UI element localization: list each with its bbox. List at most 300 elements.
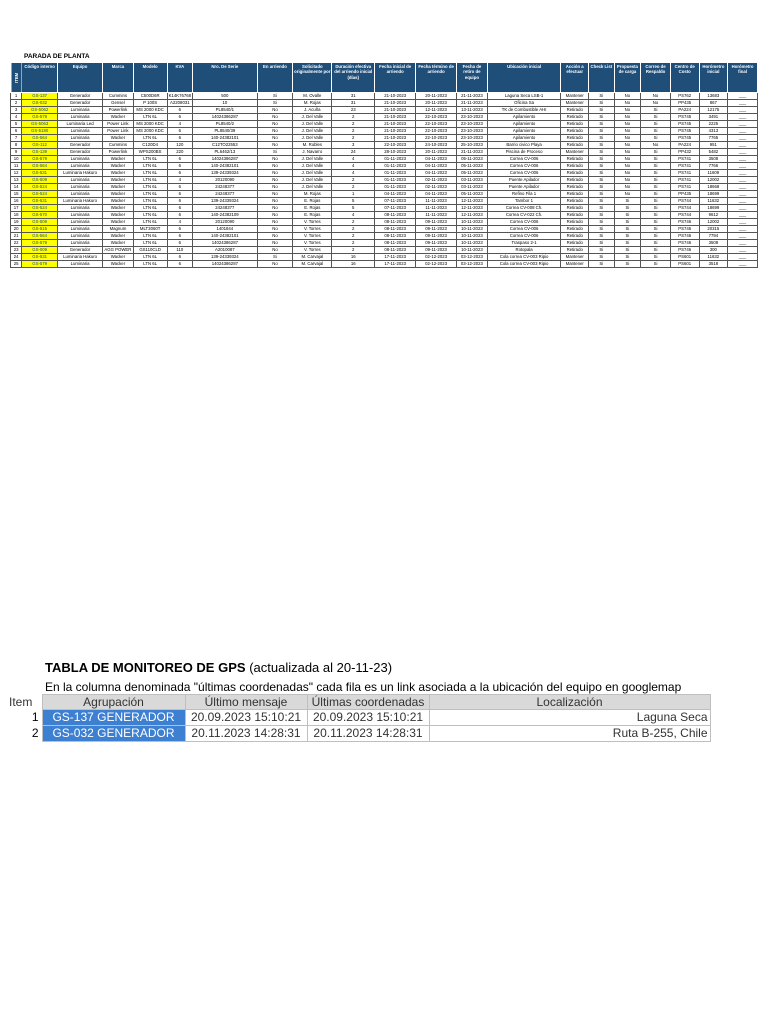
- table-cell: Si: [614, 240, 641, 247]
- table-cell: A2010087: [193, 247, 257, 254]
- gps-subtitle: En la columna denominada "últimas coordenadas" cada fila es un link asociada a la ubicación del equipo en googlemap: [45, 680, 682, 694]
- table-row: [11, 240, 758, 247]
- table-cell: 23-10-2023: [457, 135, 488, 142]
- table-cell: V. Torres: [293, 226, 332, 233]
- table-cell: M. Ovalle: [293, 93, 332, 100]
- table-cell: 21-10-2023: [375, 93, 416, 100]
- gps-header-cell: Últimas coordenadas: [307, 695, 429, 710]
- parada-body: [11, 93, 758, 268]
- table-cell: 3508: [699, 156, 728, 163]
- table-cell: 20120090: [193, 177, 257, 184]
- table-cell: Piscina de Proceso: [487, 149, 561, 156]
- table-cell: Retirado: [561, 142, 589, 149]
- table-cell: PS762: [670, 93, 699, 100]
- table-cell: 18699: [699, 205, 728, 212]
- table-cell: Retirado: [561, 226, 589, 233]
- table-cell: Retirado: [561, 240, 589, 247]
- table-cell: 23: [11, 247, 22, 254]
- table-cell: 6: [167, 114, 193, 121]
- equipment-code-cell: GS-570: [22, 212, 58, 219]
- table-cell: 16: [332, 261, 375, 268]
- equipment-code-cell: GS-509: [22, 219, 58, 226]
- table-cell: ___: [728, 212, 758, 219]
- table-cell: 19: [11, 219, 22, 226]
- table-cell: No: [257, 177, 293, 184]
- table-cell: PA224: [670, 142, 699, 149]
- table-cell: 23-10-2023: [457, 114, 488, 121]
- table-cell: 2: [332, 233, 375, 240]
- table-cell: ___: [728, 114, 758, 121]
- table-cell: PS744: [670, 198, 699, 205]
- table-cell: No: [257, 135, 293, 142]
- table-cell: Si: [589, 149, 615, 156]
- parada-title: PARADA DE PLANTA: [24, 53, 90, 60]
- table-cell: Barrio civico Playa: [487, 142, 561, 149]
- table-cell: LTN 6L: [133, 205, 167, 212]
- table-cell: Si: [641, 212, 671, 219]
- table-cell: M. Robles: [293, 142, 332, 149]
- gps-table: [9, 694, 711, 742]
- table-cell: Si: [589, 135, 615, 142]
- parada-header-cell: Solicitado originalmente por: [293, 63, 332, 93]
- table-cell: PL8540/2: [193, 121, 257, 128]
- table-cell: ___: [728, 191, 758, 198]
- table-cell: J. Del Valle: [293, 135, 332, 142]
- table-cell: 1401844: [193, 226, 257, 233]
- table-cell: Magnum: [103, 226, 134, 233]
- table-cell: 500: [193, 93, 257, 100]
- table-cell: 6: [167, 184, 193, 191]
- parada-header-cell: Horómetro inicial: [699, 63, 728, 93]
- table-cell: 24248377: [193, 184, 257, 191]
- table-cell: Si: [641, 233, 671, 240]
- table-cell: 10: [11, 156, 22, 163]
- table-cell: 7766: [699, 163, 728, 170]
- table-cell: 11-11-2023: [416, 212, 457, 219]
- table-cell: Luminaria: [58, 226, 103, 233]
- table-cell: Si: [589, 212, 615, 219]
- table-cell: Wacker: [103, 114, 134, 121]
- table-row: [9, 710, 710, 726]
- table-cell: Luminaria Hakuro: [58, 254, 103, 261]
- table-cell: 6: [167, 240, 193, 247]
- table-cell: Si: [589, 177, 615, 184]
- table-cell: 14024386287: [193, 156, 257, 163]
- table-cell: Traspaso 2-1: [487, 240, 561, 247]
- table-cell: 2: [332, 219, 375, 226]
- table-cell: No: [257, 184, 293, 191]
- table-cell: 4: [332, 156, 375, 163]
- table-cell: Oficina Sa: [487, 100, 561, 107]
- table-cell: E. Rojas: [293, 212, 332, 219]
- table-cell: Si: [589, 254, 615, 261]
- table-cell: 01-11-2023: [375, 163, 416, 170]
- table-cell: 951: [699, 142, 728, 149]
- table-cell: 2: [332, 128, 375, 135]
- table-cell: TK de Combustible AHI: [487, 107, 561, 114]
- table-cell: Gensel: [103, 100, 134, 107]
- table-cell: Si: [589, 233, 615, 240]
- table-cell: 20-11-2023: [416, 149, 457, 156]
- table-cell: Si: [641, 135, 671, 142]
- table-cell: E. Rojas: [293, 198, 332, 205]
- table-cell: 02-12-2023: [416, 254, 457, 261]
- gps-header-cell: Localización: [429, 695, 710, 710]
- table-cell: Si: [641, 247, 671, 254]
- table-cell: 9612: [699, 212, 728, 219]
- table-cell: 24: [11, 254, 22, 261]
- table-cell: MS 2000 KDC: [133, 107, 167, 114]
- table-row: [11, 233, 758, 240]
- table-cell: 3508: [699, 240, 728, 247]
- table-cell: Generador: [58, 93, 103, 100]
- table-cell: 10-11-2023: [457, 247, 488, 254]
- table-cell: Si: [589, 191, 615, 198]
- table-cell: Luminaria: [58, 191, 103, 198]
- table-cell: Retirado: [561, 156, 589, 163]
- table-cell: LTN 6L: [133, 198, 167, 205]
- table-cell: LTN 6L: [133, 219, 167, 226]
- table-cell: Si: [641, 205, 671, 212]
- table-cell: Si: [589, 163, 615, 170]
- equipment-code-cell: GS-579: [22, 156, 58, 163]
- table-cell: 22: [11, 240, 22, 247]
- table-cell: 24: [332, 149, 375, 156]
- table-cell: 03-12-2023: [457, 261, 488, 268]
- table-cell: 12002: [699, 219, 728, 226]
- parada-header-cell: Fecha inicial de arriendo: [375, 63, 416, 93]
- equipment-code-cell: GS-524: [22, 191, 58, 198]
- table-cell: 1: [11, 93, 22, 100]
- gps-location-cell: Ruta B-255, Chile: [429, 726, 710, 742]
- table-cell: 20120090: [193, 219, 257, 226]
- table-cell: 25: [11, 261, 22, 268]
- table-cell: Powerlink: [103, 149, 134, 156]
- table-cell: PL8540/1: [193, 107, 257, 114]
- table-cell: 04-11-2023: [416, 170, 457, 177]
- table-cell: 04-11-2023: [375, 191, 416, 198]
- table-cell: 24248377: [193, 205, 257, 212]
- table-cell: MLT3060T: [133, 226, 167, 233]
- table-cell: J. Del Valle: [293, 170, 332, 177]
- gps-header-cell: Agrupación: [42, 695, 185, 710]
- equipment-code-cell: GS-5180: [22, 128, 58, 135]
- table-cell: Luminaria: [58, 114, 103, 121]
- table-cell: No: [257, 107, 293, 114]
- parada-header-cell: Fecha término de arriendo: [416, 63, 457, 93]
- table-cell: 6: [167, 254, 193, 261]
- table-cell: ___: [728, 142, 758, 149]
- table-cell: Si: [589, 170, 615, 177]
- table-cell: 140-24382109: [193, 212, 257, 219]
- gps-group-cell: GS-032 GENERADOR: [42, 726, 185, 742]
- table-cell: Luminaria: [58, 135, 103, 142]
- table-cell: 110: [167, 247, 193, 254]
- table-cell: 09-11-2023: [416, 247, 457, 254]
- table-cell: No: [614, 114, 641, 121]
- table-row: [11, 135, 758, 142]
- table-cell: No: [614, 107, 641, 114]
- table-cell: 21-10-2023: [375, 135, 416, 142]
- table-cell: PA224: [670, 107, 699, 114]
- table-cell: 11-11-2023: [416, 198, 457, 205]
- table-cell: 10-11-2023: [457, 219, 488, 226]
- table-cell: Si: [641, 240, 671, 247]
- table-cell: 12: [11, 170, 22, 177]
- equipment-code-cell: GS-564: [22, 163, 58, 170]
- gps-last-coordinates-link[interactable]: 20.09.2023 15:10:21: [307, 710, 429, 726]
- table-cell: Correa CV-006: [487, 233, 561, 240]
- table-cell: Si: [614, 261, 641, 268]
- table-cell: J. Del Valle: [293, 114, 332, 121]
- table-cell: AGG POWER: [104, 247, 132, 252]
- table-cell: Apilamiento: [487, 135, 561, 142]
- table-cell: Si: [641, 107, 671, 114]
- table-cell: PS601: [670, 254, 699, 261]
- table-cell: No: [614, 121, 641, 128]
- table-row: [11, 247, 758, 254]
- table-cell: 120: [167, 142, 193, 149]
- table-cell: 3: [11, 107, 22, 114]
- table-cell: Wacker: [103, 198, 134, 205]
- table-cell: 15: [11, 191, 22, 198]
- table-cell: Puente Apilador: [487, 177, 561, 184]
- equipment-code-cell: GS-009: [22, 247, 58, 254]
- table-cell: Generador: [58, 149, 103, 156]
- table-cell: 2: [332, 121, 375, 128]
- table-cell: Generador: [58, 142, 103, 149]
- table-cell: 01-11-2023: [375, 156, 416, 163]
- table-cell: Luminaria: [58, 233, 103, 240]
- table-cell: No: [641, 100, 671, 107]
- table-row: [11, 226, 758, 233]
- equipment-code-cell: GS-564: [22, 135, 58, 142]
- table-cell: 08-11-2023: [375, 247, 416, 254]
- equipment-code-cell: GS-524: [22, 184, 58, 191]
- table-cell: PS746: [670, 226, 699, 233]
- table-cell: Apilamiento: [487, 121, 561, 128]
- table-cell: 6: [167, 261, 193, 268]
- table-cell: Mantener: [561, 149, 589, 156]
- table-cell: No: [257, 247, 293, 254]
- table-cell: 21-10-2023: [375, 128, 416, 135]
- table-cell: J. Del Valle: [293, 156, 332, 163]
- table-cell: Correa CV-008 Ch.: [487, 205, 561, 212]
- table-cell: Correa CV-006: [487, 219, 561, 226]
- table-cell: No: [257, 121, 293, 128]
- equipment-code-cell: GS-5063: [22, 121, 58, 128]
- equipment-code-cell: GS-531: [22, 198, 58, 205]
- table-cell: ___: [728, 233, 758, 240]
- table-row: [11, 121, 758, 128]
- table-cell: 4313: [699, 128, 728, 135]
- table-cell: Retirado: [561, 135, 589, 142]
- table-cell: No: [257, 198, 293, 205]
- table-cell: 14024386287: [193, 240, 257, 247]
- table-cell: Apilamiento: [487, 128, 561, 135]
- table-row: [11, 212, 758, 219]
- table-cell: 6: [167, 212, 193, 219]
- table-cell: 23-10-2023: [457, 128, 488, 135]
- table-cell: 11609: [699, 170, 728, 177]
- table-cell: 22-10-2023: [375, 142, 416, 149]
- table-cell: Wacker: [103, 184, 134, 191]
- parada-header-cell: Marca: [103, 63, 134, 93]
- table-row: [11, 254, 758, 261]
- table-cell: PL8540/39: [193, 128, 257, 135]
- table-cell: 2: [332, 135, 375, 142]
- table-cell: V. Torres: [293, 219, 332, 226]
- table-cell: LTN 6L: [133, 184, 167, 191]
- table-cell: M. Carvajal: [293, 254, 332, 261]
- table-cell: PS745: [670, 121, 699, 128]
- table-cell: V. Torres: [293, 233, 332, 240]
- table-cell: 140-24382101: [193, 135, 257, 142]
- table-cell: ___: [728, 93, 758, 100]
- table-cell: 22-10-2023: [416, 128, 457, 135]
- table-cell: ___: [728, 128, 758, 135]
- table-cell: ___: [728, 121, 758, 128]
- table-cell: Si: [589, 100, 615, 107]
- table-cell: 6: [167, 233, 193, 240]
- table-cell: LTN 6L: [133, 191, 167, 198]
- table-cell: 867: [699, 100, 728, 107]
- gps-location-cell: Laguna Seca: [429, 710, 710, 726]
- table-cell: Si: [641, 177, 671, 184]
- table-cell: K14K76768: [168, 93, 192, 98]
- table-cell: 01-11-2023: [375, 170, 416, 177]
- table-cell: 12-11-2023: [416, 107, 457, 114]
- table-cell: J. Del Valle: [293, 184, 332, 191]
- table-cell: 04-11-2023: [416, 156, 457, 163]
- table-cell: 4: [167, 219, 193, 226]
- table-cell: J. Navarro: [293, 149, 332, 156]
- table-cell: C500D6R: [133, 93, 167, 100]
- table-cell: PS601: [670, 261, 699, 268]
- table-cell: Powerlink: [103, 107, 134, 114]
- table-cell: 5: [11, 121, 22, 128]
- table-cell: Si: [589, 226, 615, 233]
- table-cell: Laguna Seca LSB-1: [487, 93, 561, 100]
- table-cell: PS741: [670, 177, 699, 184]
- table-cell: 18: [11, 212, 22, 219]
- table-cell: 09-11-2023: [416, 233, 457, 240]
- table-cell: 2: [11, 100, 22, 107]
- parada-header-cell: Duración efectiva del arriendo inicial (días): [332, 63, 375, 93]
- table-cell: 08-11-2023: [375, 212, 416, 219]
- equipment-code-cell: GS-579: [22, 114, 58, 121]
- table-cell: Wacker: [103, 233, 134, 240]
- equipment-code-cell: GS-137: [22, 93, 58, 100]
- table-cell: 13: [11, 177, 22, 184]
- table-cell: M. Rojas: [293, 191, 332, 198]
- table-cell: 8: [11, 142, 22, 149]
- table-cell: 09-11-2023: [416, 226, 457, 233]
- table-cell: 5482: [699, 149, 728, 156]
- parada-header-cell: ITEM: [11, 63, 22, 93]
- gps-last-message-cell: 20.09.2023 15:10:21: [185, 710, 307, 726]
- table-cell: Generador: [58, 100, 103, 107]
- table-cell: No: [614, 142, 641, 149]
- table-cell: Luminaria Led: [58, 121, 103, 128]
- parada-header-cell: KVA: [167, 63, 193, 93]
- table-cell: 2225: [699, 121, 728, 128]
- table-cell: A2208031: [167, 100, 193, 107]
- table-cell: 4: [167, 121, 193, 128]
- table-cell: 12175: [699, 107, 728, 114]
- table-cell: 21-10-2023: [375, 100, 416, 107]
- table-row: [11, 100, 758, 107]
- table-cell: No: [257, 219, 293, 226]
- table-cell: No: [257, 170, 293, 177]
- table-cell: 11: [11, 163, 22, 170]
- table-cell: 03-11-2023: [457, 184, 488, 191]
- table-cell: Si: [614, 205, 641, 212]
- parada-table: [10, 62, 758, 268]
- equipment-code-cell: GS-564: [22, 233, 58, 240]
- table-cell: 20-11-2023: [416, 93, 457, 100]
- parada-header-cell: Ubicación inicial: [487, 63, 561, 93]
- table-cell: ___: [728, 163, 758, 170]
- table-cell: Wacker: [103, 240, 134, 247]
- table-cell: 31: [332, 93, 375, 100]
- table-cell: ___: [728, 261, 758, 268]
- table-cell: 10-11-2023: [457, 233, 488, 240]
- table-cell: PS741: [670, 163, 699, 170]
- table-cell: 05-11-2023: [457, 191, 488, 198]
- equipment-code-cell: GS-524: [22, 205, 58, 212]
- table-cell: 139-24339324: [193, 170, 257, 177]
- table-cell: No: [614, 149, 641, 156]
- table-cell: Wacker: [103, 191, 134, 198]
- table-cell: 9: [11, 149, 22, 156]
- table-cell: PS746: [670, 219, 699, 226]
- table-cell: Si: [614, 247, 641, 254]
- table-cell: Si: [614, 233, 641, 240]
- table-cell: Correa CV-006: [487, 170, 561, 177]
- table-cell: 14024386287: [193, 261, 257, 268]
- table-cell: 16: [332, 254, 375, 261]
- table-cell: Mantener: [561, 254, 589, 261]
- table-cell: 22-10-2023: [416, 135, 457, 142]
- table-cell: No: [257, 156, 293, 163]
- table-cell: 4: [332, 163, 375, 170]
- table-cell: PS745: [670, 135, 699, 142]
- table-cell: No: [614, 191, 641, 198]
- table-cell: Retirado: [561, 212, 589, 219]
- gps-last-coordinates-link[interactable]: 20.11.2023 14:28:31: [307, 726, 429, 742]
- table-cell: 10-11-2023: [457, 240, 488, 247]
- table-cell: Si: [589, 142, 615, 149]
- table-cell: 18668: [699, 184, 728, 191]
- table-cell: J. Del Valle: [293, 128, 332, 135]
- table-cell: 3: [332, 142, 375, 149]
- table-cell: 7: [11, 135, 22, 142]
- table-cell: 3518: [699, 261, 728, 268]
- table-cell: 6: [167, 226, 193, 233]
- table-cell: J. Del Valle: [293, 121, 332, 128]
- table-cell: 02-12-2023: [416, 261, 457, 268]
- table-cell: 28-10-2023: [375, 149, 416, 156]
- table-cell: Si: [589, 240, 615, 247]
- table-cell: 01-11-2023: [375, 184, 416, 191]
- parada-header-cell: Acción a efectuar: [561, 63, 589, 93]
- table-cell: Power Link: [103, 128, 134, 135]
- table-cell: Si: [589, 219, 615, 226]
- table-cell: Wacker: [103, 261, 134, 268]
- table-row: [11, 177, 758, 184]
- table-cell: 22-10-2023: [416, 114, 457, 121]
